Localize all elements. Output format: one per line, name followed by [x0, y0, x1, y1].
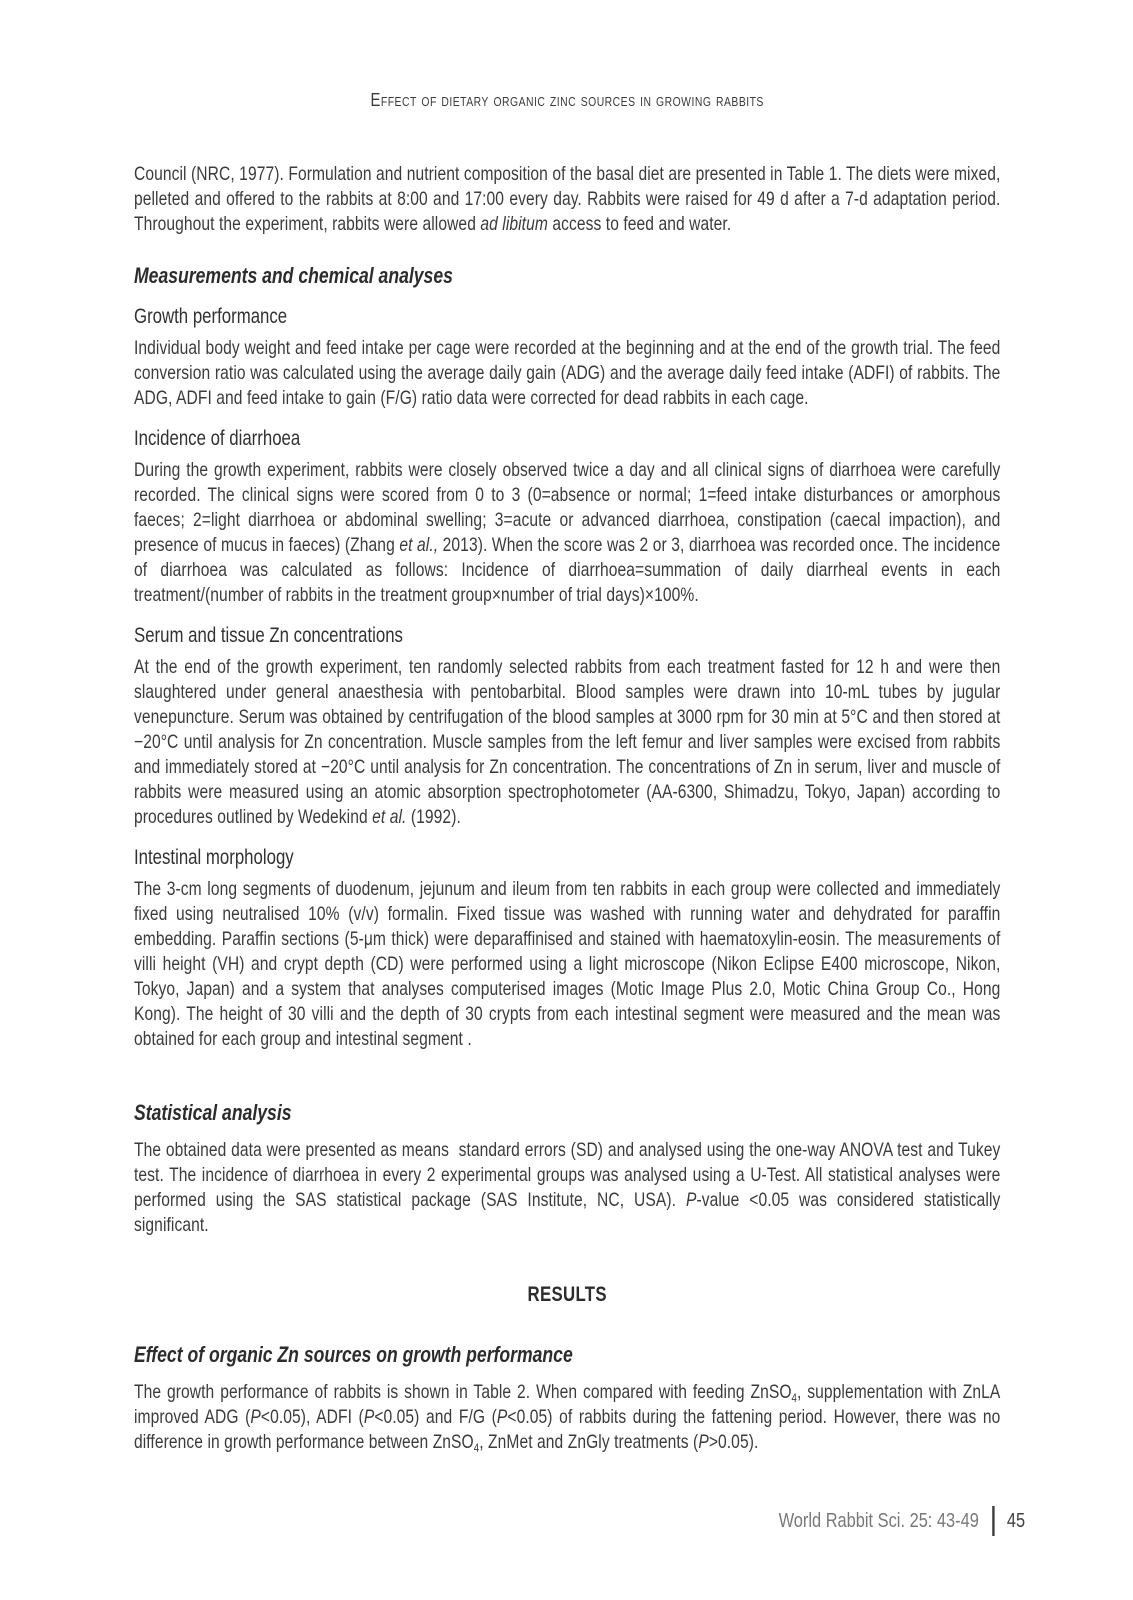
paragraph-statistical-analysis: The obtained data were presented as means standard errors (SD) and analysed using the one-way ANOVA test and Tukey test. The incidence of diarrhoea in every 2 experimental groups was analysed using a U-Test. All statistical analyses were performed using the SAS statistical package (SAS Institute, NC, USA). P-value <0.05 was considered statistically significant. — [134, 1139, 1001, 1236]
footer-journal-citation: World Rabbit Sci. 25: 43-49 — [778, 1509, 979, 1532]
paragraph-effect-growth: The growth performance of rabbits is shown in Table 2. When compared with feeding ZnSO$_4$, supplementation with ZnLA improved ADG (P<0.05), ADFI (P<0.05) and F/G (P<0.05) of rabbits during the fattening period. However, there was no difference in growth performance between ZnSO$_4$, ZnMet and ZnGly treatments (P>0.05). — [134, 1381, 1001, 1455]
results-heading: RESULTS — [527, 1283, 607, 1306]
footer-divider — [992, 1506, 994, 1536]
paragraph-growth-performance: Individual body weight and feed intake per cage were recorded at the beginning and at the end of the growth trial. The feed conversion ratio was calculated using the average daily gain (ADG) and the average daily feed intake (ADFI) of rabbits. The ADG, ADFI and feed intake to gain (F/G) ratio data were corrected for dead rabbits in each cage. — [134, 337, 1001, 409]
running-head: Effect of dietary organic zinc sources in growing rabbits — [370, 89, 764, 110]
section-heading-effect-growth: Effect of organic Zn sources on growth performance — [134, 1342, 573, 1367]
footer-page-number: 45 — [1006, 1509, 1025, 1532]
article-column — [134, 90, 1000, 1455]
subsection-heading-serum-zn: Serum and tissue Zn concentrations — [134, 624, 403, 647]
section-heading-measurements: Measurements and chemical analyses — [134, 263, 453, 288]
paragraph-serum-zn: At the end of the growth experiment, ten randomly selected rabbits from each treatment fasted for 12 h and were then slaughtered under general anaesthesia with pentobarbital. Blood samples were drawn into 10-mL tubes by jugular venepuncture. Serum was obtained by centrifugation of the blood samples at 3000 rpm for 30 min at 5°C and then stored at −20°C until analysis for Zn concentration. Muscle samples from the left femur and liver samples were excised from rabbits and immediately stored at −20°C until analysis for Zn concentration. The concentrations of Zn in serum, liver and muscle of rabbits were measured using an atomic absorption spectrophotometer (AA-6300, Shimadzu, Tokyo, Japan) according to procedures outlined by Wedekind et al. (1992). — [134, 656, 1001, 828]
intro-paragraph: Council (NRC, 1977). Formulation and nutrient composition of the basal diet are presented in Table 1. The diets were mixed, pelleted and offered to the rabbits at 8:00 and 17:00 every day. Rabbits were raised for 49 d after a 7-d adaptation period. Throughout the experiment, rabbits were allowed ad libitum access to feed and water. — [134, 163, 1001, 235]
section-heading-statistical-analysis: Statistical analysis — [134, 1100, 292, 1125]
paragraph-incidence-diarrhoea: During the growth experiment, rabbits were closely observed twice a day and all clinical signs of diarrhoea were carefully recorded. The clinical signs were scored from 0 to 3 (0=absence or normal; 1=feed intake disturbances or amorphous faeces; 2=light diarrhoea or abdominal swelling; 3=acute or advanced diarrhoea, constipation (caecal impaction), and presence of mucus in faeces) (Zhang et al., 2013). When the score was 2 or 3, diarrhoea was recorded once. The incidence of diarrhoea was calculated as follows: Incidence of diarrhoea=summation of daily diarrheal events in each treatment/(number of rabbits in the treatment group×number of trial days)×100%. — [134, 459, 1001, 606]
page-footer — [779, 1506, 1026, 1536]
subsection-heading-growth-performance: Growth performance — [134, 305, 288, 328]
subsection-heading-intestinal-morphology: Intestinal morphology — [134, 846, 294, 869]
paragraph-intestinal-morphology: The 3-cm long segments of duodenum, jejunum and ileum from ten rabbits in each group were collected and immediately fixed using neutralised 10% (v/v) formalin. Fixed tissue was washed with running water and dehydrated for paraffin embedding. Paraffin sections (5-μm thick) were deparaffinised and stained with haematoxylin-eosin. The measurements of villi height (VH) and crypt depth (CD) were performed using a light microscope (Nikon Eclipse E400 microscope, Nikon, Tokyo, Japan) and a system that analyses computerised images (Motic Image Plus 2.0, Motic China Group Co., Hong Kong). The height of 30 villi and the depth of 30 crypts from each intestinal segment were measured and the mean was obtained for each group and intestinal segment . — [134, 878, 1001, 1050]
subsection-heading-incidence-diarrhoea: Incidence of diarrhoea — [134, 427, 301, 450]
